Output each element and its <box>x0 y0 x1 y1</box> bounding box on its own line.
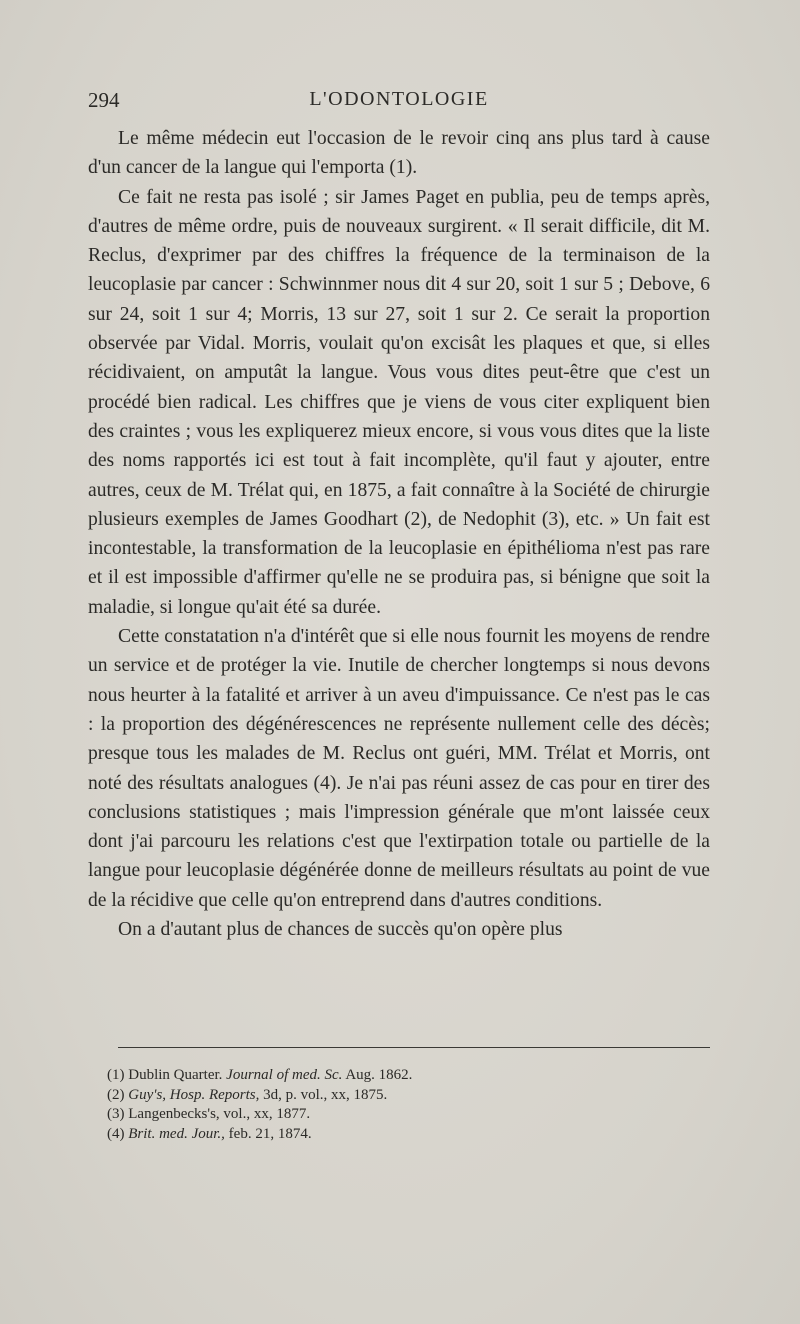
footnote-number: (4) <box>107 1125 125 1142</box>
footnote-text: 3d, p. vol., xx, 1875. <box>259 1086 388 1103</box>
footnote-source: Guy's, Hosp. Reports, <box>128 1086 260 1103</box>
footnote-number: (2) <box>107 1086 125 1103</box>
paragraph: Le même médecin eut l'occasion de le revoir cinq ans plus tard à cause d'un cancer de la langue qui l'emporta (1). <box>88 128 710 179</box>
footnote-text: Langenbecks's, vol., xx, 1877. <box>128 1106 311 1122</box>
footnote-rule <box>118 1047 710 1048</box>
footnote-number: (3) <box>107 1106 125 1122</box>
page-number: 294 <box>88 88 120 112</box>
footnote-source: Brit. med. Jour., <box>128 1125 225 1142</box>
footnote-text: Dublin Quarter. <box>128 1067 227 1083</box>
body-text <box>88 124 710 944</box>
paragraph: On a d'autant plus de chances de succès qu'on opère plus <box>118 919 563 941</box>
footnote-number: (1) <box>107 1067 125 1083</box>
footnote <box>107 1086 707 1106</box>
footnote-text: feb. 21, 1874. <box>224 1125 312 1142</box>
running-head: L'ODONTOLOGIE <box>309 88 489 110</box>
paragraph: Ce fait ne resta pas isolé ; sir James Paget en publia, peu de temps après, d'autres de même ordre, puis de nouveaux surgirent. « Il serait difficile, dit M. Reclus, d'exprimer par des chiffres la fréquence de la terminaison de la leucoplasie par cancer : Schwinnmer nous dit 4 sur 20, soit 1 sur 5 ; Debove, 6 sur 24, soit 1 sur 4; Morris, 13 sur 27, soit 1 sur 2. Ce serait la proportion observée par Vidal. Morris, voulait qu'on excisât les plaques et que, si elles récidivaient, on amputât la langue. Vous vous dites peut-être que c'est un procédé bien radical. Les chiffres que je viens de vous citer expliquent bien des craintes ; vous les expliquerez mieux encore, si vous vous dites que la liste des noms rapportés ici est tout à fait incomplète, qu'il faut y ajouter, entre autres, ceux de M. Trélat qui, en 1875, a fait connaître à la Société de chirurgie plusieurs exemples de James Goodhart (2), de Nedophit (3), etc. » Un fait est incontestable, la transformation de la leucoplasie en épithélioma n'est pas rare et il est impossible d'affirmer qu'elle ne se produira pas, si bénigne que soit la maladie, si longue qu'ait été sa durée. <box>88 186 710 618</box>
footnotes <box>107 1066 707 1144</box>
footnote <box>107 1125 707 1145</box>
footnote <box>107 1066 707 1086</box>
page-header <box>88 88 710 118</box>
footnote <box>107 1105 707 1125</box>
paragraph: Cette constatation n'a d'intérêt que si elle nous fournit les moyens de rendre un service et de protéger la vie. Inutile de chercher longtemps si nous devons nous heurter à la fatalité et arriver à un aveu d'impuissance. Ce n'est pas le cas : la proportion des dégénérescences ne représente nullement celle des décès; presque tous les malades de M. Reclus ont guéri, MM. Trélat et Morris, ont noté des résultats analogues (4). Je n'ai pas réuni assez de cas pour en tirer des conclusions statistiques ; mais l'impression générale que m'ont laissée ceux dont j'ai parcouru les relations c'est que l'extirpation totale ou partielle de la langue pour leucoplasie dégénérée donne de meilleurs résultats au point de vue de la récidive que celle qu'on entreprend dans d'autres conditions. <box>88 626 710 911</box>
footnote-source: Journal of med. Sc. <box>226 1067 343 1083</box>
footnote-text: Aug. 1862. <box>342 1067 413 1083</box>
